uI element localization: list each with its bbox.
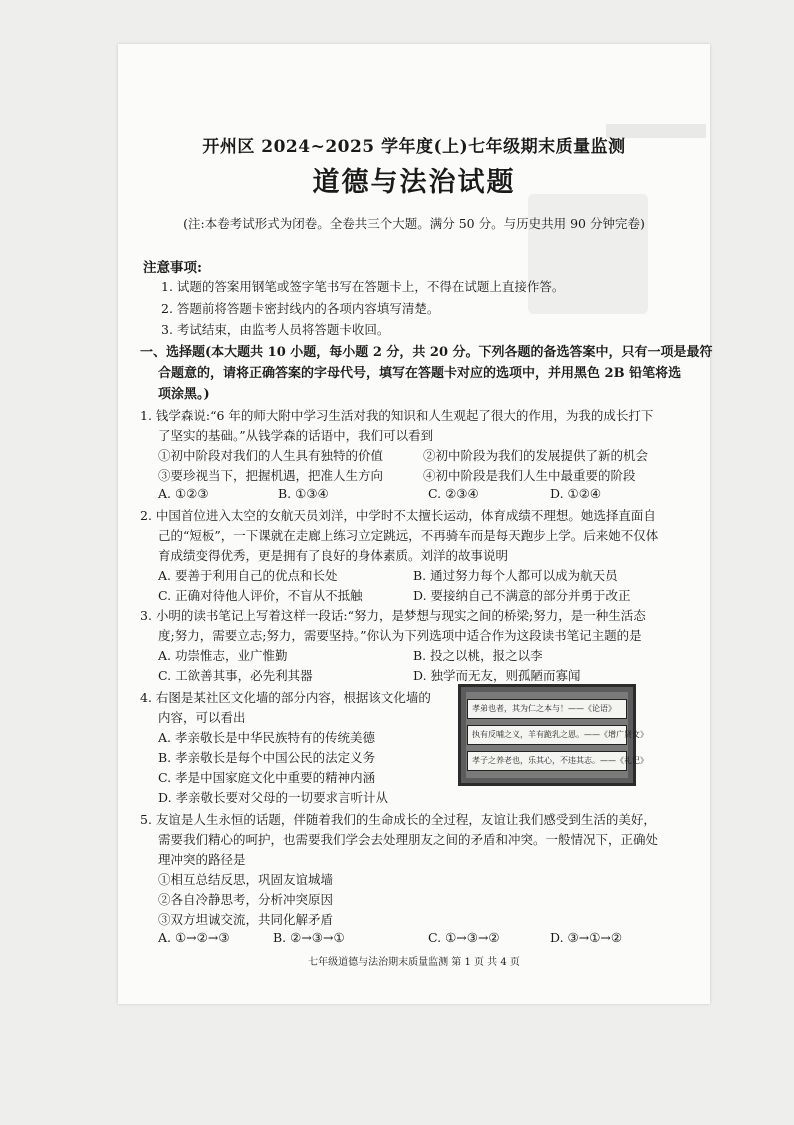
q1-statement-2: ②初中阶段为我们的发展提供了新的机会 [423,448,649,463]
q5-option-a[interactable]: A. ①→②→③ [158,930,230,945]
q2-option-d[interactable]: D. 要接纳自己不满意的部分并勇于改正 [413,588,631,603]
culture-wall-quote-1: 孝弟也者，其为仁之本与！——《论语》 [467,699,627,719]
notice-item-3: 3. 考试结束，由监考人员将答题卡收回。 [161,322,390,337]
culture-wall-image [458,684,648,786]
q2-option-a[interactable]: A. 要善于利用自己的优点和长处 [158,568,338,583]
q3-option-d[interactable]: D. 独学而无友，则孤陋而寡闻 [413,668,581,683]
q4-option-d[interactable]: D. 孝亲敬长要对父母的一切要求言听计从 [158,790,389,805]
q1-option-b[interactable]: B. ①③④ [278,486,329,501]
section1-heading-line2: 合题意的，请将正确答案的字母代号，填写在答题卡对应的选项中，并用黑色 2B 铅笔将选 [158,366,682,381]
q1-stem-line2: 了坚实的基础。”从钱学森的话语中，我们可以看到 [158,428,434,443]
q5-stem-line2: 需要我们精心的呵护，也需要我们学会去处理朋友之间的矛盾和冲突。一般情况下，正确处 [158,832,659,847]
page-footer: 七年级道德与法治期末质量监测 第 1 页 共 4 页 [308,957,520,968]
exam-title: 道德与法治试题 [312,167,516,198]
q4-option-c[interactable]: C. 孝是中国家庭文化中重要的精神内涵 [158,770,376,785]
culture-wall-quote-3: 孝子之养老也，乐其心，不违其志。——《礼记》 [467,751,627,771]
q5-option-d[interactable]: D. ③→①→② [550,930,623,945]
q5-option-c[interactable]: C. ①→③→② [428,930,500,945]
q3-option-c[interactable]: C. 工欲善其事，必先利其器 [158,668,313,683]
q1-statement-3: ③要珍视当下，把握机遇，把准人生方向 [158,468,384,483]
exam-page [118,44,713,1004]
q1-option-a[interactable]: A. ①②③ [158,486,209,501]
bleed-through-image [528,194,648,314]
q3-stem-line1: 3. 小明的读书笔记上写着这样一段话:“努力，是梦想与现实之间的桥梁;努力，是一种生活态 [140,608,646,623]
q1-stem-line1: 1. 钱学森说:“6 年的师大附中学习生活对我的知识和人生观起了很大的作用，为我的成长打下 [140,408,654,423]
q4-stem-line1: 4. 右图是某社区文化墙的部分内容，根据该文化墙的 [140,690,431,705]
q5-statement-2: ②各自冷静思考，分析冲突原因 [158,892,334,907]
q2-stem-line3: 育成绩变得优秀，更是拥有了良好的身体素质。刘洋的故事说明 [158,548,509,563]
notice-heading: 注意事项: [143,260,202,276]
q2-option-b[interactable]: B. 通过努力每个人都可以成为航天员 [413,568,618,583]
q2-option-c[interactable]: C. 正确对待他人评价，不盲从不抵触 [158,588,363,603]
notice-item-1: 1. 试题的答案用钢笔或签字笔书写在答题卡上，不得在试题上直接作答。 [161,279,565,294]
q4-stem-line2: 内容，可以看出 [158,710,246,725]
q1-statement-4: ④初中阶段是我们人生中最重要的阶段 [423,468,636,483]
q5-statement-1: ①相互总结反思，巩固友谊城墙 [158,872,334,887]
q3-stem-line2: 度;努力，需要立志;努力，需要坚持。”你认为下列选项中适合作为这段读书笔记主题的是 [158,628,642,643]
q5-stem-line1: 5. 友谊是人生永恒的话题，伴随着我们的生命成长的全过程，友谊让我们感受到生活的美好， [140,812,656,827]
q4-option-b[interactable]: B. 孝亲敬长是每个中国公民的法定义务 [158,750,376,765]
section1-heading-line1: 一、选择题(本大题共 10 小题，每小题 2 分，共 20 分。下列各题的备选答案中，只有一项是最符 [140,345,713,360]
q3-option-a[interactable]: A. 功崇惟志，业广惟勤 [158,648,288,663]
q5-option-b[interactable]: B. ②→③→① [273,930,345,945]
q2-stem-line2: 己的“短板”，一下课就在走廊上练习立定跳远，不再骑车而是每天跑步上学。后来她不仅体 [158,528,659,543]
q1-option-d[interactable]: D. ①②④ [550,486,602,501]
section1-heading-line3: 项涂黑。) [158,387,210,402]
q2-stem-line1: 2. 中国首位进入太空的女航天员刘洋，中学时不太擅长运动，体育成绩不理想。她选择直面自 [140,508,656,523]
q3-option-b[interactable]: B. 投之以桃，报之以李 [413,648,543,663]
exam-note: (注:本卷考试形式为闭卷。全卷共三个大题。满分 50 分。与历史共用 90 分钟完卷) [183,216,645,231]
q1-option-c[interactable]: C. ②③④ [428,486,479,501]
q5-statement-3: ③双方坦诚交流，共同化解矛盾 [158,912,334,927]
q1-statement-1: ①初中阶段对我们的人生具有独特的价值 [158,448,384,463]
exam-title-line1: 开州区 2024~2025 学年度(上)七年级期末质量监测 [202,137,626,157]
culture-wall-quote-2: 执有反哺之义，羊有跪乳之恩。——《增广贤文》 [467,725,627,745]
q5-stem-line3: 理冲突的路径是 [158,852,246,867]
notice-item-2: 2. 答题前将答题卡密封线内的各项内容填写清楚。 [161,301,440,316]
q4-option-a[interactable]: A. 孝亲敬长是中华民族特有的传统美德 [158,730,375,745]
